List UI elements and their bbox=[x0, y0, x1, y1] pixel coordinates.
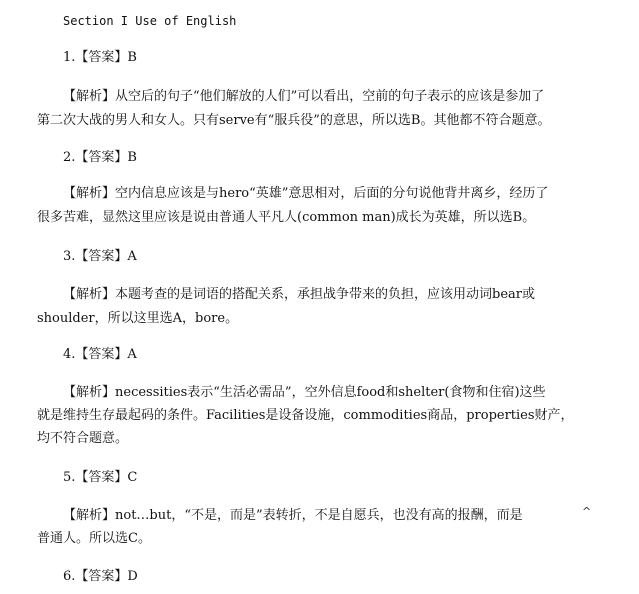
scroll-up-icon[interactable]: ^ bbox=[582, 505, 592, 518]
analysis-5-line-1: 【解析】not…but，“不是，而是”表转折，不是自愿兵，也没有高的报酬，而是 bbox=[63, 508, 523, 523]
answer-2: 2.【答案】B bbox=[63, 150, 137, 165]
answer-3: 3.【答案】A bbox=[63, 249, 137, 264]
analysis-2-line-2: 很多苦难，显然这里应该是说由普通人平凡人(common man)成长为英雄，所以选B。 bbox=[37, 210, 536, 225]
analysis-3-line-1: 【解析】本题考查的是词语的搭配关系，承担战争带来的负担，应该用动词bear或 bbox=[63, 287, 535, 302]
analysis-1-line-1: 【解析】从空后的句子“他们解放的人们”可以看出，空前的句子表示的应该是参加了 bbox=[63, 89, 545, 104]
answer-1: 1.【答案】B bbox=[63, 50, 137, 65]
analysis-2-line-1: 【解析】空内信息应该是与hero“英雄”意思相对，后面的分句说他背井离乡，经历了 bbox=[63, 186, 549, 201]
answer-4: 4.【答案】A bbox=[63, 347, 137, 362]
analysis-1-line-2: 第二次大战的男人和女人。只有serve有“服兵役”的意思，所以选B。其他都不符合题意。 bbox=[37, 113, 551, 128]
analysis-4-line-3: 均不符合题意。 bbox=[37, 431, 129, 446]
section-title: Section I Use of English bbox=[63, 14, 237, 28]
analysis-5-line-2: 普通人。所以选C。 bbox=[37, 531, 151, 546]
analysis-3-line-2: shoulder，所以这里选A，bore。 bbox=[37, 311, 239, 326]
analysis-4-line-2: 就是维持生存最起码的条件。Facilities是设备设施，commodities商品，properties财产， bbox=[37, 408, 574, 423]
answer-6: 6.【答案】D bbox=[63, 569, 138, 584]
analysis-4-line-1: 【解析】necessities表示“生活必需品”，空外信息food和shelter(食物和住宿)这些 bbox=[63, 385, 546, 400]
answer-5: 5.【答案】C bbox=[63, 470, 138, 485]
